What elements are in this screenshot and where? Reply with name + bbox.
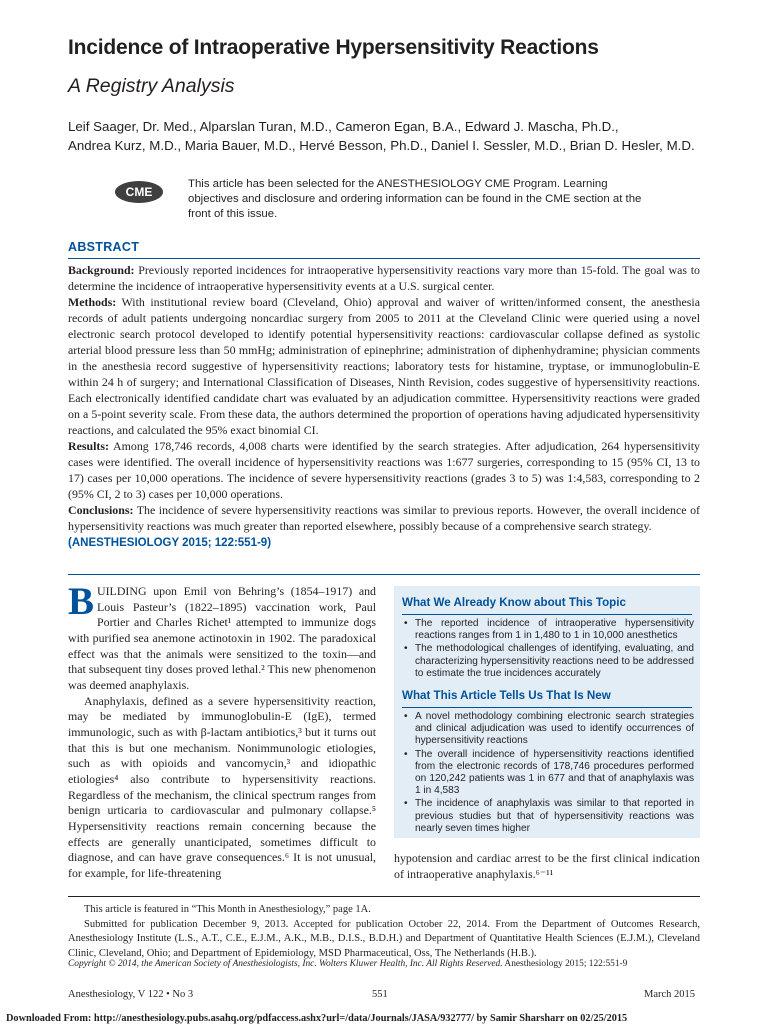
drop-cap: B [68,580,95,623]
abstract-conclusions [68,502,700,551]
footnote-featured: This article is featured in “This Month in Anesthesiology,” page 1A. [84,904,371,915]
abstract-body [68,262,700,551]
box-divider-2 [402,707,692,708]
methods-label: Methods: [68,295,117,309]
cme-note: This article has been selected for the ANESTHESIOLOGY CME Program. Learning objectives and disclosure and ordering information can be found in the CME section at the front of this issue. [188,178,642,220]
methods-text: With institutional review board (Cleveland, Ohio) approval and waiver of written/informed consent, the anesthesia records of adult patients undergoing noncardiac surgery from 2005 to 2011 at the Cleveland Clinic were queried using a novel electronic search protocol developed to identify potential hypersensitivity reactions: cardiovascular collapse defined as systolic arterial blood pressure less than 50 mmHg; administration of epinephrine; administration of diphenhydramine; physician comments in the anesthesia record suggestive of hypersensitivity reactions; laboratory tests for histamine, tryptase, or immunoglobulin-E within 24 h of surgery; and International Classification of Diseases, Ninth Revision, codes suggestive of hypersensitivity reactions. Each electronically identified candidate chart was evaluated by an adjudication committee. Hypersensitivity reactions were graded on a 5-point severity scale. From these data, the authors determined the proportion of operations having adjudicated hypersensitivity reactions, and calculated the 95% exact binomial CI. [68,295,700,437]
new-list [402,711,694,836]
known-item: • The reported incidence of intraoperative hypersensitivity reactions ranges from 1 in 1,480 to 1 in 10,000 anesthetics [402,618,694,642]
conclusions-label: Conclusions: [68,503,134,517]
new-item: • The overall incidence of hypersensitivity reactions identified from the electronic records of 178,746 procedures performed on 120,242 patients was 1 in 677 and that of anaphylaxis was 1 in 4,583 [402,749,694,798]
box-heading-new: What This Article Tells Us That Is New [402,689,611,702]
conclusions-text: The incidence of severe hypersensitivity reactions was similar to previous reports. However, the overall incidence of hypersensitivity reactions was much greater than reported elsewhere, possibly because of a comprehensive search strategy. [68,503,700,533]
footnote-submitted: Submitted for publication December 9, 2013. Accepted for publication October 22, 2014. From the Department of Outcomes Research, Anesthesiology Institute (L.S., A.T., C.E., E.J.M., A.K., M.B., D.I.S., B.D.H.) and Department of Quantitative Health Sciences (E.J.M.), Cleveland Clinic, Cleveland, Ohio; and Department of Epidemiology, MSD Pharmaceutical, Oss, The Netherlands (H.B.). [68,918,700,959]
body-right-column: hypotension and cardiac arrest to be the first clinical indication of intraoperative anaphylaxis.⁶⁻¹¹ [394,851,700,881]
known-list [402,618,694,681]
box-divider-1 [402,614,692,615]
footer-journal: Anesthesiology, V 122 • No 3 [68,989,194,1000]
abstract-background [68,262,700,294]
copyright [68,959,700,969]
download-notice[interactable]: Downloaded From: http://anesthesiology.pubs.asahq.org/pdfaccess.ashx?url=/data/Journals/JASA/932777/ by Samir Sharsharr on 02/25/2015 [6,1013,628,1024]
cme-badge-icon: CME [115,181,163,203]
key-points-box [394,586,700,838]
footer-page-number: 551 [372,989,388,1000]
body-left-column [68,580,376,881]
new-item: • The incidence of anaphylaxis was similar to that reported in previous studies but that of hypersensitivity reactions was nearly seven times higher [402,798,694,835]
copyright-text: Copyright © 2014, the American Society of Anesthesiologists, Inc. Wolters Kluwer Health, Inc. All Rights Reserved. [68,959,503,969]
background-label: Background: [68,263,135,277]
footnote-divider [68,896,700,897]
abstract-divider [68,258,700,259]
footer-date: March 2015 [644,989,696,1000]
authors-line-1: Leif Saager, Dr. Med., Alparslan Turan, M.D., Cameron Egan, B.A., Edward J. Mascha, Ph.D., [68,119,619,134]
abstract-heading: ABSTRACT [68,240,140,254]
body-paragraph-1: UILDING upon Emil von Behring’s (1854–1917) and Louis Pasteur’s (1822–1895) vaccination work, Paul Portier and Charles Richet¹ attempted to immunize dogs with purified sea anemone actinotoxin in 1902. The paradoxical effect was that the animals were sensitized to the toxin—and that subsequent tiny doses proved lethal.² This new phenomenon was deemed anaphylaxis. [68,584,376,692]
authors-line-2: Andrea Kurz, M.D., Maria Bauer, M.D., Hervé Besson, Ph.D., Daniel I. Sessler, M.D., Brian D. Hesler, M.D. [68,138,695,153]
new-item: • A novel methodology combining electronic search strategies and clinical adjudication was used to identify occurrences of hypersensitivity reactions [402,711,694,748]
results-text: Among 178,746 records, 4,008 charts were identified by the search strategies. After adjudication, 264 hypersensitivity cases were identified. The overall incidence of hypersensitivity reactions was 1:677 surgeries, corresponding to 15 (95% CI, 13 to 17) cases per 10,000 operations. The incidence of severe hypersensitivity reactions (grades 3 to 5) was 1:4,583, corresponding to 2 (95% CI, 2 to 3) cases per 10,000 operations. [68,439,700,501]
abstract-citation: (ANESTHESIOLOGY 2015; 122:551-9) [68,537,272,549]
known-item: • The methodological challenges of identifying, evaluating, and characterizing hypersensitivity reactions need to be addressed to estimate the true incidences accurately [402,643,694,680]
background-text: Previously reported incidences for intraoperative hypersensitivity reactions vary more than 15-fold. The goal was to determine the incidence of intraoperative hypersensitivity events at a U.S. surgical center. [68,263,700,293]
results-label: Results: [68,439,109,453]
copyright-cite: Anesthesiology 2015; 122:551-9 [504,959,628,969]
article-subtitle: A Registry Analysis [68,75,235,97]
footnotes [68,903,700,961]
box-heading-known: What We Already Know about This Topic [402,596,626,609]
abstract-results [68,438,700,502]
body-paragraph-2: Anaphylaxis, defined as a severe hypersensitivity reaction, may be mediated by immunoglobulin-E (IgE), termed immunologic, such as with β-lactam antibiotics,³ but it turns out that this is but one mechanism. Nonimmunologic etiologies, such as with opioids and vancomycin,³ and idiopathic etiologies⁴ also contribute to hypersensitivity reactions. Regardless of the mechanism, the clinical spectrum ranges from benign urticaria to cardiovascular and pulmonary collapse.⁵ Hypersensitivity reactions remain concerning because the effects are generally unanticipated, sometimes difficult to diagnose, and can have grave consequences.⁶ It is not unusual, for example, for life-threatening [68,693,376,880]
section-divider [68,574,700,575]
article-title: Incidence of Intraoperative Hypersensitivity Reactions [68,36,599,59]
abstract-methods [68,294,700,438]
